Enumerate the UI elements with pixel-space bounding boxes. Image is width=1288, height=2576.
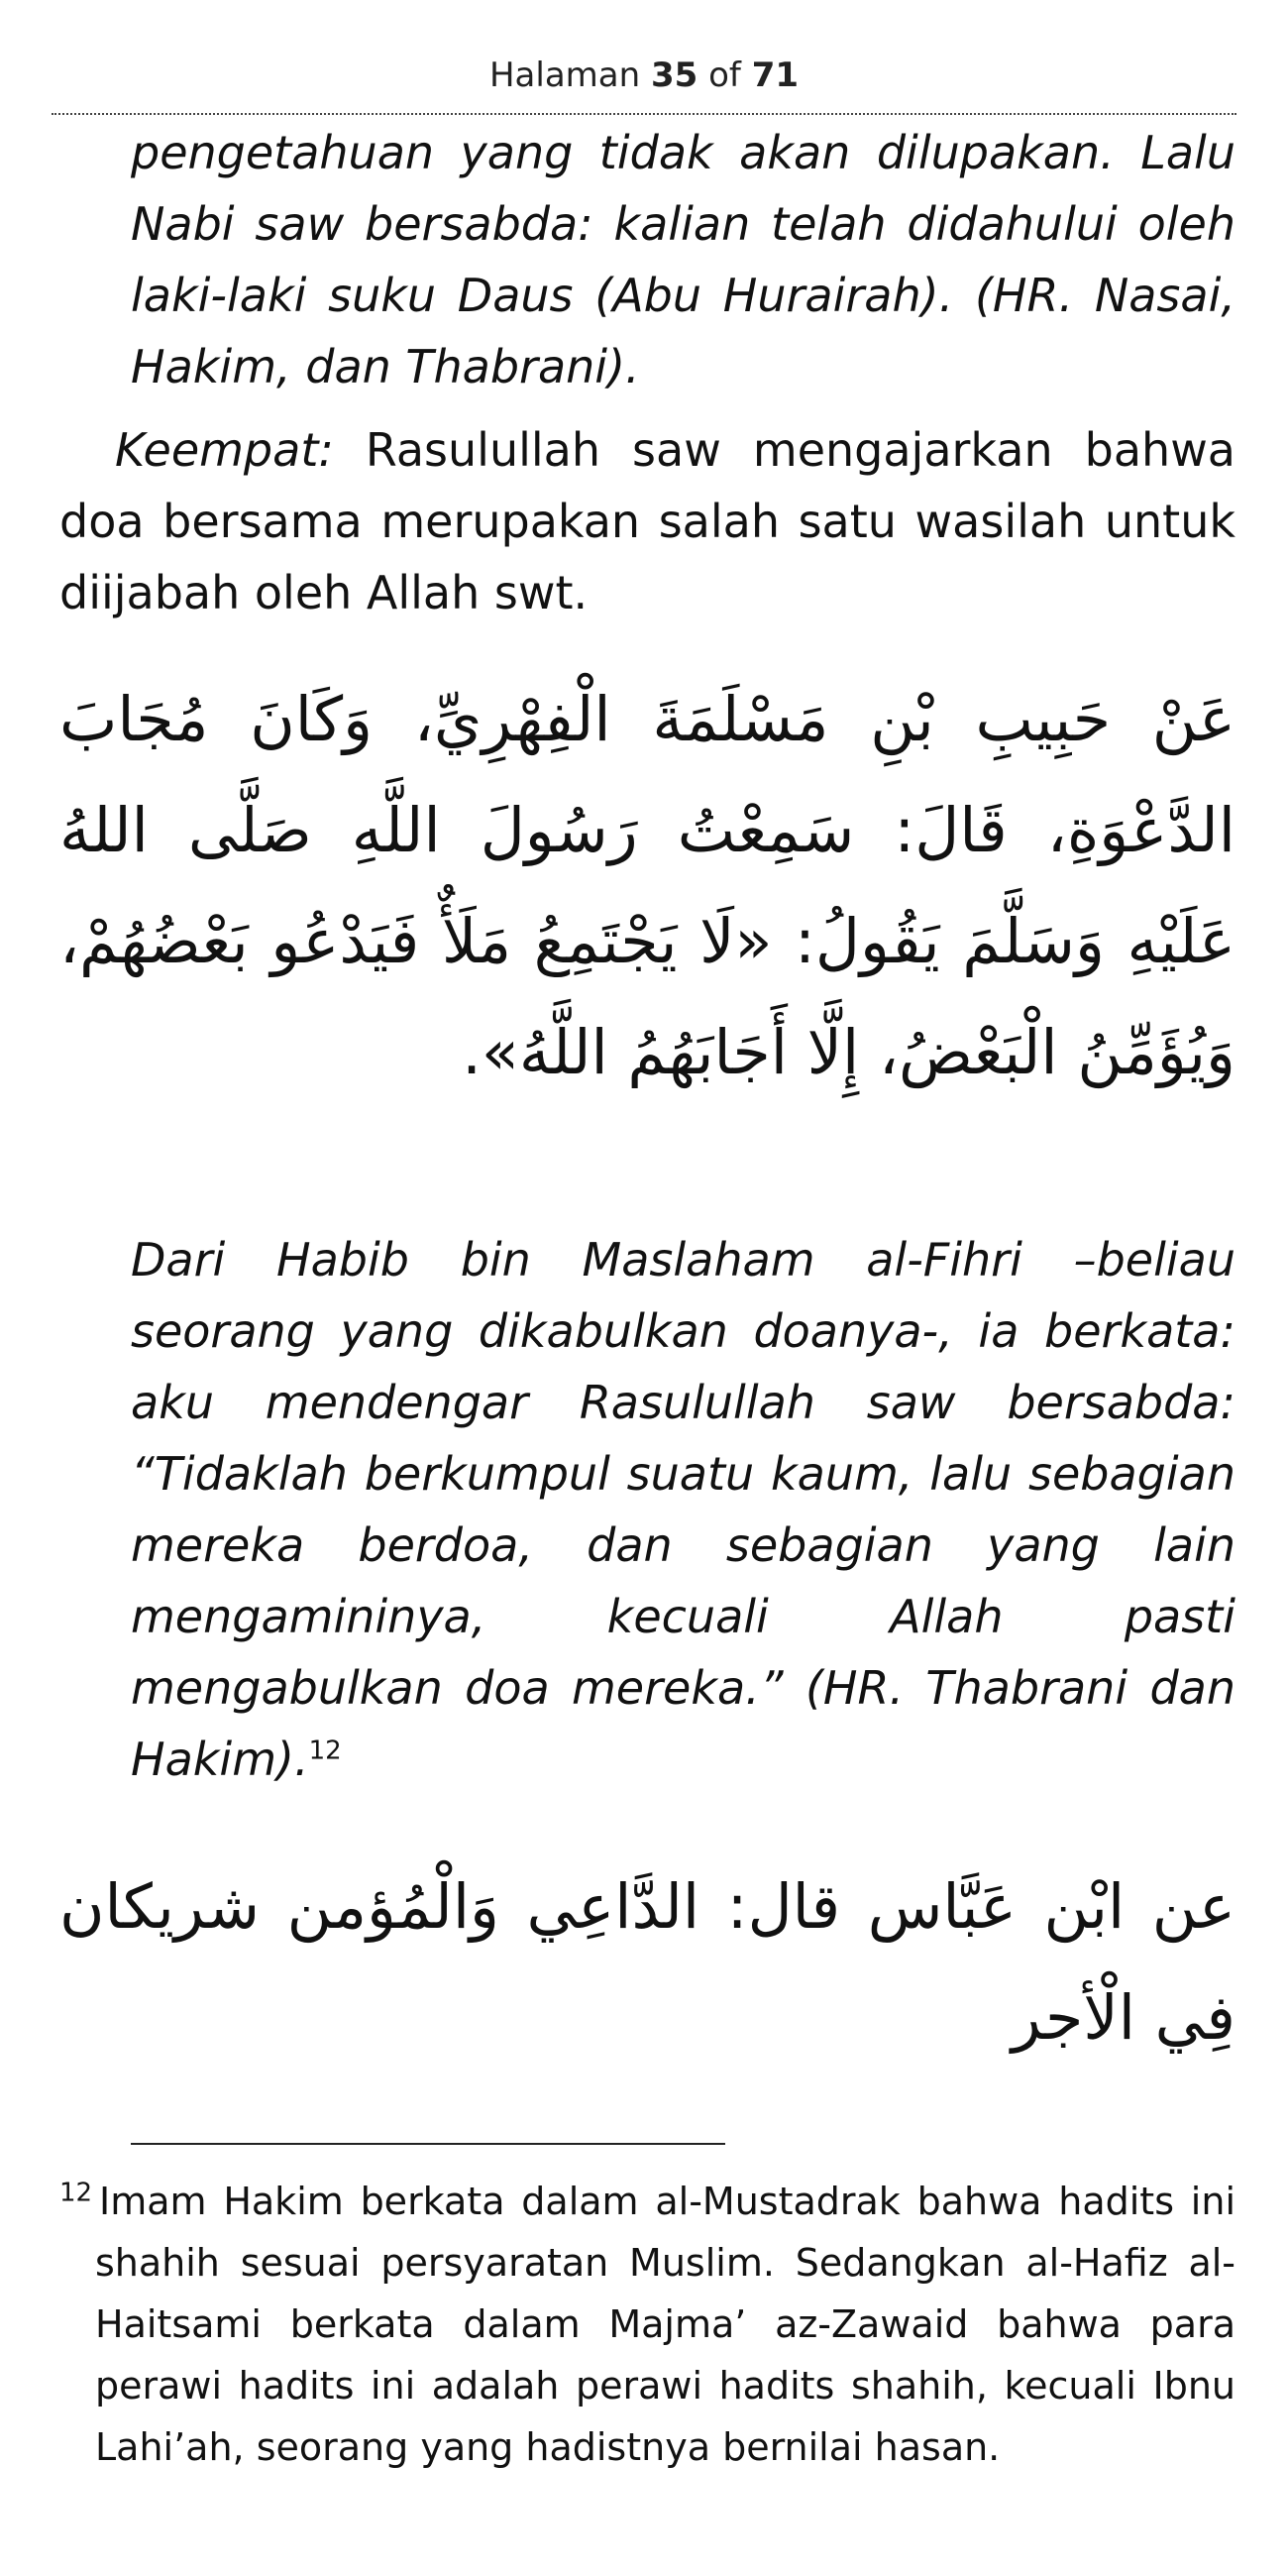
paragraph-keempat (59, 414, 1235, 628)
footnote-text: Imam Hakim berkata dalam al-Mustadrak bahwa hadits ini shahih sesuai persyaratan Muslim. Sedangkan al-Hafiz al-Haitsami berkata dalam Majma’ az-Zawaid bahwa para perawi hadits ini adalah perawi hadits shahih, kecuali Ibnu Lahi’ah, seorang yang hadistnya bernilai hasan. (95, 2180, 1235, 2469)
paragraph-continued: pengetahuan yang tidak akan dilupakan. Lalu Nabi saw bersabda: kalian telah didahului oleh laki-laki suku Daus (Abu Hurairah). (HR. Nasai, Hakim, dan Thabrani). (131, 126, 1235, 393)
header-divider (52, 113, 1236, 115)
header-page-number: 35 (650, 56, 698, 95)
arabic-athar-text: عن ابْن عَبَّاس قال: الدَّاعِي وَالْمُؤمن شريكان فِي الْأجر (59, 1870, 1235, 2054)
footnote-number: 12 (59, 2178, 93, 2208)
footnote-reference[interactable]: 12 (308, 1736, 342, 1766)
hadith-translation (131, 1224, 1235, 1795)
header-prefix: Halaman (488, 56, 641, 95)
paragraph-keempat-text: Rasulullah saw mengajarkan bahwa doa bersama merupakan salah satu wasilah untuk diijabah oleh Allah swt. (59, 423, 1235, 619)
footnote (59, 2171, 1235, 2478)
footnote-divider (131, 2143, 725, 2145)
paragraph-keempat-label: Keempat: (115, 423, 334, 477)
page-header (52, 56, 1236, 95)
header-of: of (708, 56, 741, 95)
header-total-pages: 71 (751, 56, 800, 95)
arabic-hadith-text: عَنْ حَبِيبِ بْنِ مَسْلَمَةَ الْفِهْرِيِّ، وَكَانَ مُجَابَ الدَّعْوَةِ، قَالَ: سَمِعْتُ رَسُولَ اللَّهِ صَلَّى اللهُ عَلَيْهِ وَسَلَّمَ يَقُولُ: «لَا يَجْتَمِعُ مَلَأٌ فَيَدْعُو بَعْضُهُمْ، وَيُؤَمِّنُ الْبَعْضُ، إِلَّا أَجَابَهُمُ اللَّهُ». (59, 683, 1235, 1088)
hadith-translation-text: Dari Habib bin Maslaham al-Fihri –beliau seorang yang dikabulkan doanya-, ia berkata: aku mendengar Rasulullah saw bersabda: “Tidaklah berkumpul suatu kaum, lalu sebagian mereka berdoa, dan sebagian yang lain mengamininya, kecuali Allah pasti mengabulkan doa mereka.” (HR. Thabrani dan Hakim). (131, 1233, 1235, 1786)
